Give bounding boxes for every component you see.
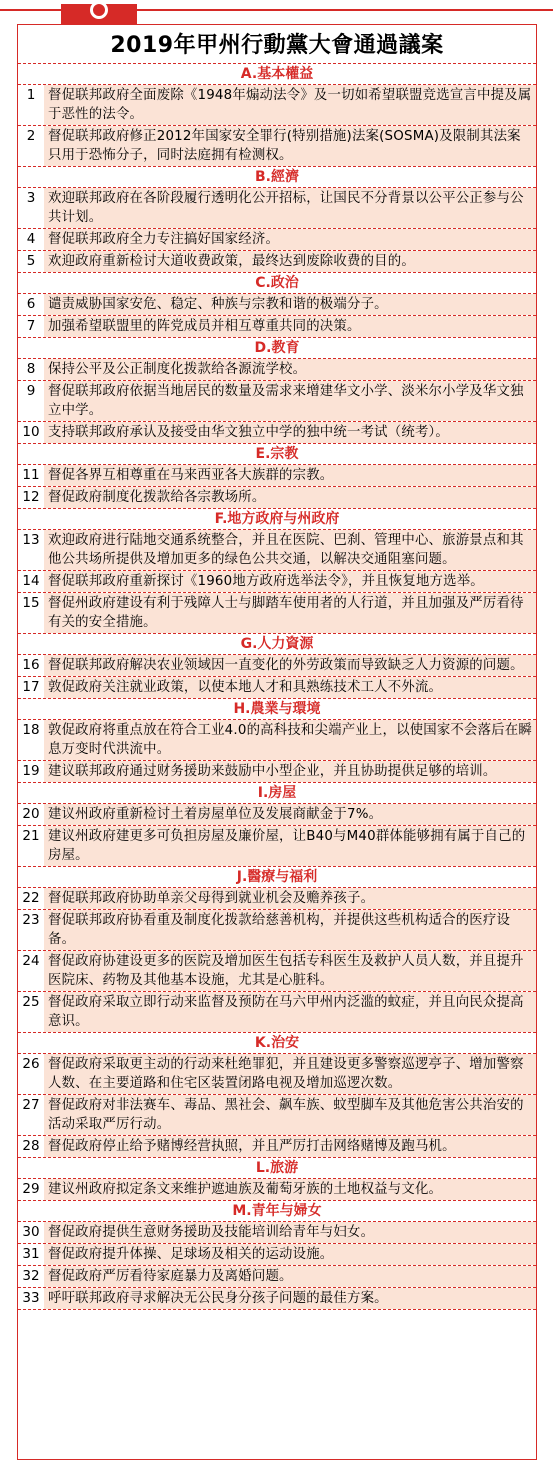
- item-text: 支持联邦政府承认及接受由华文独立中学的独中统一考试（统考）。: [44, 422, 536, 443]
- item-number: 32: [18, 1266, 44, 1287]
- item-number: 26: [18, 1054, 44, 1094]
- list-item: [18, 719, 536, 760]
- item-text: 督促联邦政府协助单亲父母得到就业机会及赡养孩子。: [44, 888, 536, 909]
- ring-icon: [90, 1, 108, 19]
- list-item: [18, 421, 536, 443]
- item-text: 督促政府严厉看待家庭暴力及离婚问题。: [44, 1266, 536, 1287]
- item-number: 28: [18, 1136, 44, 1157]
- list-item: [18, 125, 536, 166]
- item-text: 督促联邦政府全力专注搞好国家经济。: [44, 229, 536, 250]
- item-text: 督促联邦政府修正2012年国家安全罪行(特别措施)法案(SOSMA)及限制其法案只用于恐怖分子，同时法庭拥有检测权。: [44, 126, 536, 166]
- item-number: 3: [18, 188, 44, 228]
- item-number: 17: [18, 677, 44, 698]
- item-text: 督促联邦政府解决农业领域因一直变化的外劳政策而导致缺乏人力资源的问题。: [44, 655, 536, 676]
- item-number: 13: [18, 530, 44, 570]
- item-number: 14: [18, 571, 44, 592]
- item-text: 敦促政府关注就业政策，以使本地人才和具熟练技术工人不外流。: [44, 677, 536, 698]
- item-text: 呼吁联邦政府寻求解决无公民身分孩子问题的最佳方案。: [44, 1288, 536, 1309]
- item-text: 敦促政府将重点放在符合工业4.0的高科技和尖端产业上，以使国家不会落后在瞬息万变时代洪流中。: [44, 720, 536, 760]
- list-item: [18, 293, 536, 315]
- item-number: 7: [18, 316, 44, 337]
- list-item: [18, 464, 536, 486]
- list-item: [18, 1135, 536, 1157]
- item-text: 欢迎联邦政府在各阶段履行透明化公开招标，让国民不分背景以公平公正参与公共计划。: [44, 188, 536, 228]
- list-item: [18, 358, 536, 380]
- list-item: [18, 1287, 536, 1309]
- list-item: [18, 1094, 536, 1135]
- item-number: 27: [18, 1095, 44, 1135]
- item-number: 1: [18, 85, 44, 125]
- list-item: [18, 909, 536, 950]
- item-number: 12: [18, 487, 44, 508]
- section-heading: D.教育: [18, 337, 536, 358]
- item-text: 督促联邦政府依据当地居民的数量及需求来增建华文小学、淡米尔小学及华文独立中学。: [44, 381, 536, 421]
- item-number: 9: [18, 381, 44, 421]
- section-heading: I.房屋: [18, 782, 536, 803]
- section-heading: H.農業与環境: [18, 698, 536, 719]
- item-text: 督促联邦政府协看重及制度化拨款给慈善机构，并提供这些机构适合的医疗设备。: [44, 910, 536, 950]
- item-number: 5: [18, 251, 44, 272]
- item-number: 24: [18, 951, 44, 991]
- item-number: 31: [18, 1244, 44, 1265]
- item-number: 29: [18, 1179, 44, 1200]
- item-number: 19: [18, 761, 44, 782]
- item-text: 督促政府提供生意财务援助及技能培训给青年与妇女。: [44, 1222, 536, 1243]
- item-text: 督促政府协建设更多的医院及增加医生包括专科医生及救护人员人数，并且提升医院床、药物及其他基本设施，尤其是心脏科。: [44, 951, 536, 991]
- list-item: [18, 187, 536, 228]
- item-text: 建议州政府拟定条文来维护遮迪族及葡萄牙族的土地权益与文化。: [44, 1179, 536, 1200]
- list-item: [18, 84, 536, 125]
- list-item: [18, 654, 536, 676]
- item-number: 33: [18, 1288, 44, 1309]
- item-number: 8: [18, 359, 44, 380]
- section-heading: E.宗教: [18, 443, 536, 464]
- section-heading: K.治安: [18, 1032, 536, 1053]
- item-number: 21: [18, 826, 44, 866]
- list-item: [18, 825, 536, 866]
- item-number: 11: [18, 465, 44, 486]
- item-text: 督促政府采取更主动的行动来杜绝罪犯，并且建设更多警察巡逻亭子、增加警察人数、在主要道路和住宅区装置闭路电视及增加巡逻次数。: [44, 1054, 536, 1094]
- list-item: [18, 1265, 536, 1287]
- list-item: [18, 991, 536, 1032]
- list-item: [18, 315, 536, 337]
- list-item: [18, 950, 536, 991]
- item-text: 建议联邦政府通过财务援助来鼓励中小型企业，并且协助提供足够的培训。: [44, 761, 536, 782]
- item-number: 23: [18, 910, 44, 950]
- item-text: 建议州政府重新检讨土着房屋单位及发展商献金于7%。: [44, 804, 536, 825]
- item-number: 22: [18, 888, 44, 909]
- item-text: 督促州政府建设有利于残障人士与脚踏车使用者的人行道，并且加强及严厉看待有关的安全措施。: [44, 593, 536, 633]
- item-text: 督促政府停止给予赌博经营执照，并且严厉打击网络赌博及跑马机。: [44, 1136, 536, 1157]
- list-item: [18, 228, 536, 250]
- list-item: [18, 760, 536, 782]
- section-heading: F.地方政府与州政府: [18, 508, 536, 529]
- item-text: 督促联邦政府重新探讨《1960地方政府选举法令》，并且恢复地方选举。: [44, 571, 536, 592]
- item-text: 督促政府采取立即行动来监督及预防在马六甲州内泛滥的蚊症，并且向民众提高意识。: [44, 992, 536, 1032]
- item-number: 10: [18, 422, 44, 443]
- list-item: [18, 529, 536, 570]
- document-frame: [17, 24, 537, 1460]
- list-item: [18, 486, 536, 508]
- item-number: 6: [18, 294, 44, 315]
- item-text: 督促联邦政府全面废除《1948年煽动法令》及一切如希望联盟竞选宣言中提及属于恶性的法令。: [44, 85, 536, 125]
- item-text: 建议州政府建更多可负担房屋及廉价屋，让B40与M40群体能够拥有属于自己的房屋。: [44, 826, 536, 866]
- list-item: [18, 1178, 536, 1200]
- item-number: 30: [18, 1222, 44, 1243]
- list-item: [18, 570, 536, 592]
- list-item: [18, 1053, 536, 1094]
- section-heading: B.經濟: [18, 166, 536, 187]
- page-title: 2019年甲州行動黨大會通過議案: [110, 33, 444, 58]
- item-text: 督促政府提升体操、足球场及相关的运动设施。: [44, 1244, 536, 1265]
- resolution-list: [18, 63, 536, 1309]
- item-text: 加强希望联盟里的阵党成员并相互尊重共同的决策。: [44, 316, 536, 337]
- list-item: [18, 1221, 536, 1243]
- list-item: [18, 380, 536, 421]
- list-item: [18, 803, 536, 825]
- item-text: 保持公平及公正制度化拨款给各源流学校。: [44, 359, 536, 380]
- item-text: 督促政府对非法赛车、毒品、黑社会、飙车族、蚊型脚车及其他危害公共治安的活动采取严厉行动。: [44, 1095, 536, 1135]
- list-item: [18, 592, 536, 633]
- item-number: 16: [18, 655, 44, 676]
- item-text: 欢迎政府重新检讨大道收费政策，最终达到废除收费的目的。: [44, 251, 536, 272]
- item-text: 督促政府制度化拨款给各宗教场所。: [44, 487, 536, 508]
- item-text: 督促各界互相尊重在马来西亚各大族群的宗教。: [44, 465, 536, 486]
- item-number: 25: [18, 992, 44, 1032]
- list-item: [18, 250, 536, 272]
- section-heading: G.人力資源: [18, 633, 536, 654]
- section-heading: L.旅游: [18, 1157, 536, 1178]
- item-number: 18: [18, 720, 44, 760]
- header-tab: [61, 4, 137, 24]
- list-item: [18, 1243, 536, 1265]
- item-text: 欢迎政府进行陆地交通系统整合，并且在医院、巴刹、管理中心、旅游景点和其他公共场所提供及增加更多的绿色公共交通，以解决交通阻塞问题。: [44, 530, 536, 570]
- section-heading: J.醫療与福利: [18, 866, 536, 887]
- section-heading: C.政治: [18, 272, 536, 293]
- list-item: [18, 887, 536, 909]
- item-number: 15: [18, 593, 44, 633]
- list-item: [18, 676, 536, 698]
- item-number: 4: [18, 229, 44, 250]
- bottom-divider: [18, 1309, 536, 1310]
- item-text: 谴责威胁国家安危、稳定、种族与宗教和谐的极端分子。: [44, 294, 536, 315]
- item-number: 20: [18, 804, 44, 825]
- section-heading: M.青年与婦女: [18, 1200, 536, 1221]
- item-number: 2: [18, 126, 44, 166]
- section-heading: A.基本權益: [18, 63, 536, 84]
